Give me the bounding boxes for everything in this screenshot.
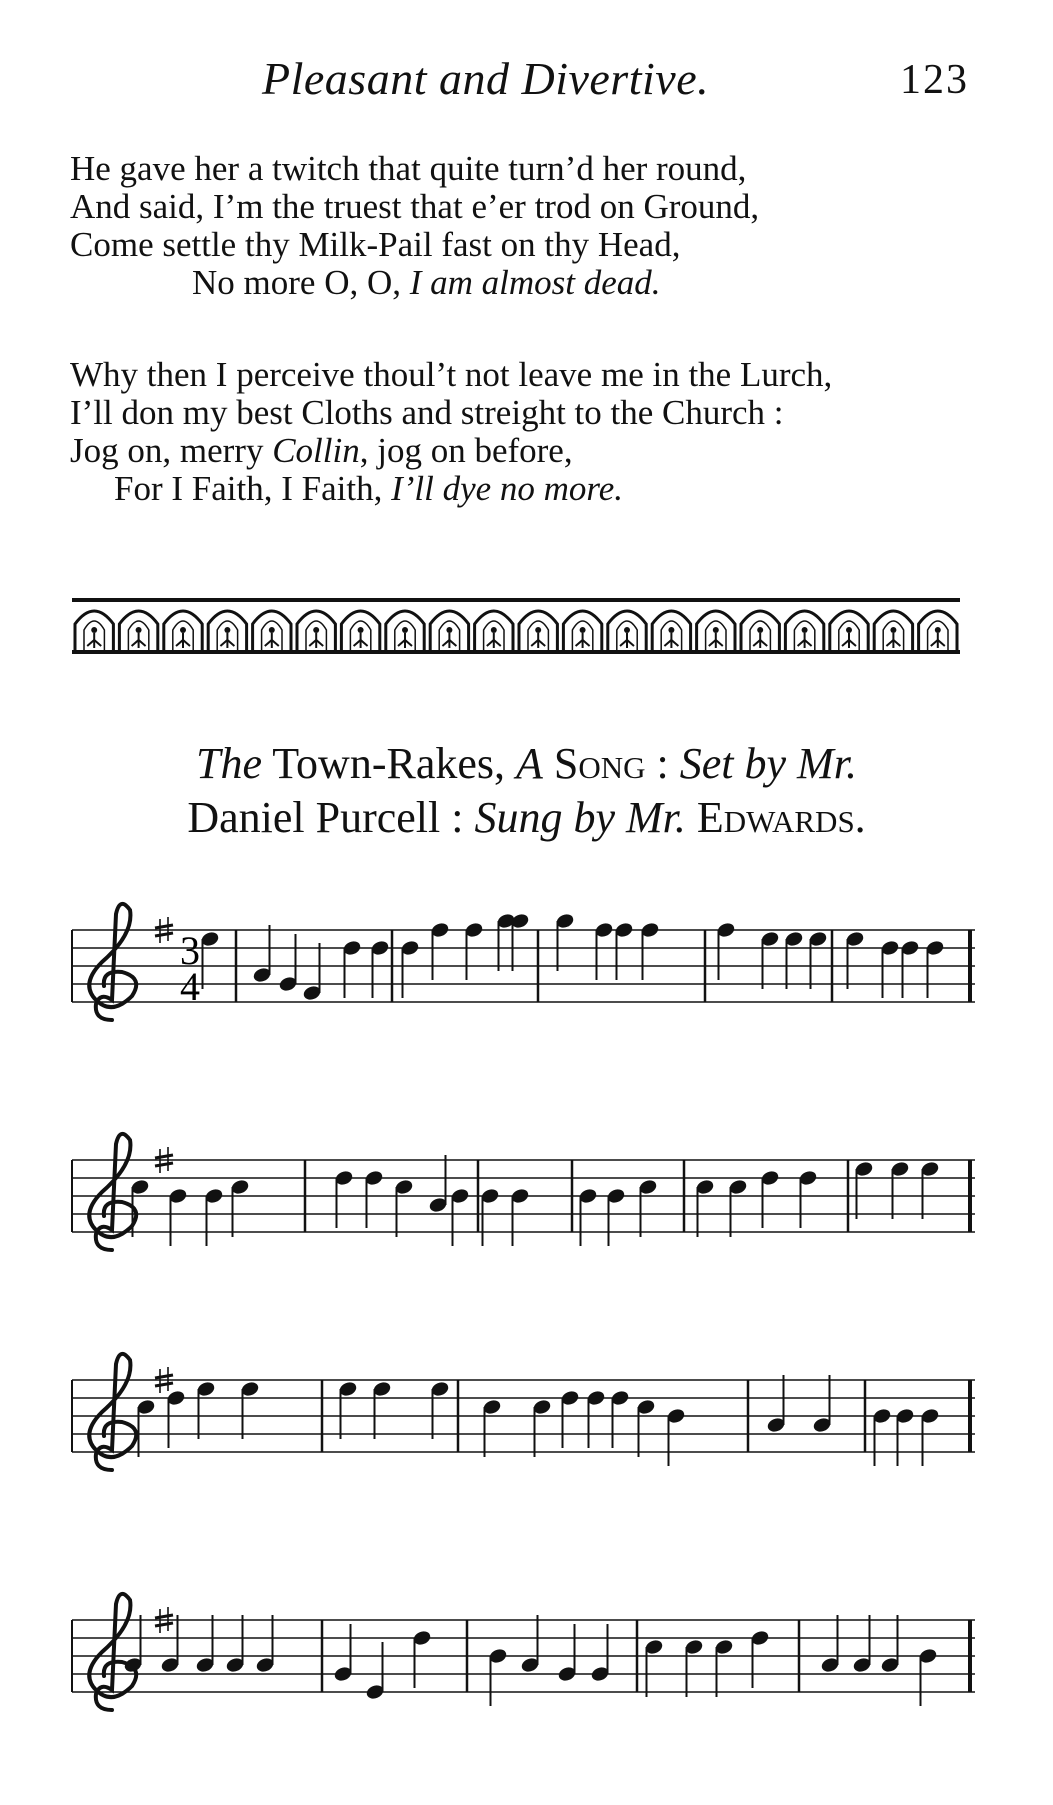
key-sharp-bar xyxy=(155,1163,173,1166)
song-title-sung-by: Sung by Mr. xyxy=(474,793,686,842)
music-staff-3 xyxy=(0,1330,1053,1490)
page-number: 123 xyxy=(900,57,969,103)
song-title-line-1 xyxy=(0,738,1053,790)
verse-line: And said, I’m the truest that e’er trod on Ground, xyxy=(70,187,760,226)
verse-line: Why then I perceive thoul’t not leave me in the Lurch, xyxy=(70,355,833,394)
ornament-bud xyxy=(446,627,452,633)
ornament-bud xyxy=(846,627,852,633)
ornament-bud xyxy=(802,627,808,633)
verse-text: , jog on before, xyxy=(359,431,573,470)
ornament-bud xyxy=(668,627,674,633)
stanza-2 xyxy=(70,356,832,508)
song-title-line-2 xyxy=(0,792,1053,844)
verse-text: No more O, O, xyxy=(192,263,410,302)
verse-line: I’ll don my best Cloths and streight to the Church : xyxy=(70,393,784,432)
verse-line: Come settle thy Milk-Pail fast on thy Head, xyxy=(70,225,681,264)
key-sharp-bar xyxy=(155,1615,173,1618)
ornament-bud xyxy=(535,627,541,633)
verse-text-italic: Collin xyxy=(272,431,360,470)
song-title-set-by: Set by Mr. xyxy=(679,739,857,788)
ornament-bud xyxy=(580,627,586,633)
song-title-separator: : xyxy=(440,793,475,842)
ornament-bud xyxy=(91,627,97,633)
ornament-bud xyxy=(358,627,364,633)
ornament-bud xyxy=(491,627,497,633)
time-signature-bottom: 4 xyxy=(180,964,200,1009)
ornament-bud xyxy=(757,627,763,633)
key-sharp-bar xyxy=(155,1375,173,1378)
verse-line xyxy=(70,470,832,508)
ornament-bud xyxy=(935,627,941,633)
verse-text-italic: I am almost dead. xyxy=(409,263,661,302)
verse-text-italic: I’ll dye no more. xyxy=(391,469,624,508)
song-title-the: The xyxy=(196,739,263,788)
ornament-bud xyxy=(180,627,186,633)
music-staff-4 xyxy=(0,1570,1053,1730)
ornament-bud xyxy=(402,627,408,633)
key-sharp-bar xyxy=(155,925,173,928)
running-title: Pleasant and Divertive. xyxy=(262,53,710,104)
music-staff-1 xyxy=(0,880,1053,1040)
verse-line xyxy=(70,432,832,470)
decorative-ornament-band xyxy=(72,596,960,656)
song-singer: Edwards. xyxy=(685,793,866,842)
ornament-bud xyxy=(313,627,319,633)
song-composer: Daniel Purcell xyxy=(187,793,441,842)
key-sharp-bar xyxy=(155,1623,173,1626)
ornament-bud xyxy=(713,627,719,633)
key-sharp-bar xyxy=(155,1383,173,1386)
running-head xyxy=(0,52,1053,112)
time-signature-top: 3 xyxy=(180,928,200,973)
key-sharp-bar xyxy=(155,933,173,936)
key-sharp-bar xyxy=(155,1155,173,1158)
song-title-separator: : xyxy=(645,739,680,788)
verse-text: Jog on, merry xyxy=(70,431,273,470)
song-title-name: Town-Rakes, xyxy=(262,739,516,788)
ornament-bud xyxy=(224,627,230,633)
ornament-bud xyxy=(136,627,142,633)
song-title-a: A xyxy=(516,739,543,788)
ornament-bud xyxy=(890,627,896,633)
verse-line xyxy=(70,264,759,302)
verse-line: He gave her a twitch that quite turn’d her round, xyxy=(70,149,747,188)
verse-text: For I Faith, I Faith, xyxy=(114,469,392,508)
stanza-1 xyxy=(70,150,759,302)
music-staff-2 xyxy=(0,1110,1053,1270)
ornament-bud xyxy=(269,627,275,633)
ornament-bud xyxy=(624,627,630,633)
song-title-song: Song xyxy=(542,739,646,788)
